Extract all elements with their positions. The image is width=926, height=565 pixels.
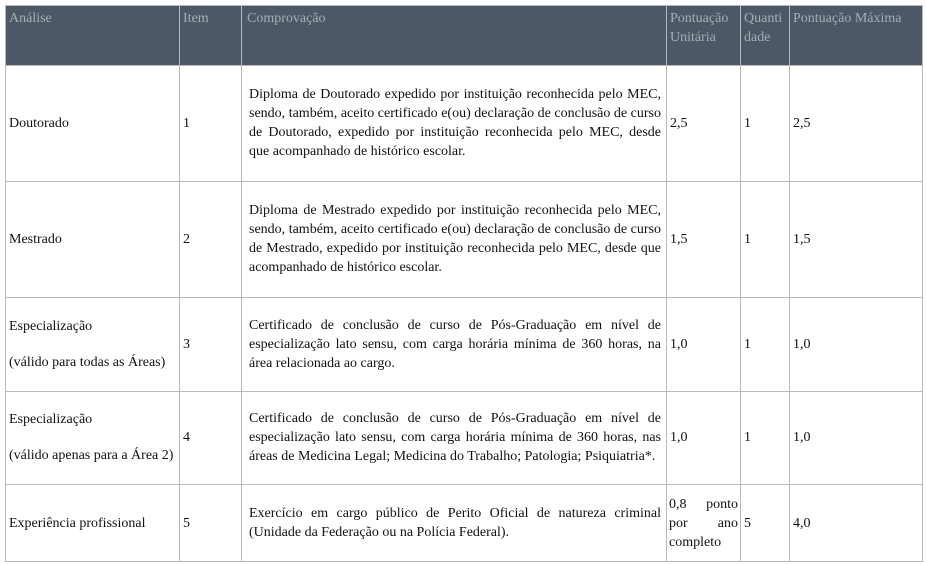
header-row <box>6 6 923 66</box>
cell-analise: Doutorado <box>6 66 180 182</box>
cell-comprovacao: Exercício em cargo público de Perito Oficial de natureza criminal (Unidade da Federação ou na Polícia Federal). <box>242 485 667 562</box>
table-row <box>6 66 923 182</box>
analise-note: (válido apenas para a Área 2) <box>9 448 174 464</box>
cell-pontuacao-maxima: 4,0 <box>790 485 923 562</box>
cell-comprovacao: Certificado de conclusão de curso de Pós-Graduação em nível de especialização lato sensu, com carga horária mínima de 360 horas, nas áreas de Medicina Legal; Medicina do Trabalho; Patologia; Psiquiatria*. <box>242 391 667 485</box>
table-row <box>6 391 923 485</box>
table-row <box>6 181 923 297</box>
cell-analise <box>6 297 180 391</box>
cell-quantidade: 1 <box>741 297 790 391</box>
cell-pontuacao-unitaria: 1,0 <box>667 297 741 391</box>
header-analise: Análise <box>6 6 180 66</box>
cell-item: 3 <box>180 297 242 391</box>
cell-quantidade: 1 <box>741 391 790 485</box>
header-pontuacao-maxima: Pontuação Máxima <box>790 6 923 66</box>
header-comprovacao: Comprovação <box>242 6 667 66</box>
cell-quantidade: 1 <box>741 66 790 182</box>
table-row <box>6 485 923 562</box>
cell-comprovacao: Diploma de Mestrado expedido por instituição reconhecida pelo MEC, sendo, também, aceito certificado e(ou) declaração de conclusão de curso de Mestrado, expedido por instituição reconhecida pelo MEC, desde que acompanhado de histórico escolar. <box>242 181 667 297</box>
cell-pontuacao-unitaria: 1,5 <box>667 181 741 297</box>
cell-pontuacao-maxima: 1,5 <box>790 181 923 297</box>
cell-analise: Mestrado <box>6 181 180 297</box>
cell-quantidade: 1 <box>741 181 790 297</box>
analise-label: Especialização <box>9 318 93 334</box>
cell-analise <box>6 391 180 485</box>
cell-comprovacao: Certificado de conclusão de curso de Pós-Graduação em nível de especialização lato sensu, com carga horária mínima de 360 horas, na área relacionada ao cargo. <box>242 297 667 391</box>
cell-quantidade: 5 <box>741 485 790 562</box>
cell-pontuacao-maxima: 2,5 <box>790 66 923 182</box>
cell-pontuacao-unitaria: 1,0 <box>667 391 741 485</box>
cell-pontuacao-maxima: 1,0 <box>790 391 923 485</box>
cell-pontuacao-unitaria: 0,8 ponto por ano completo <box>667 485 741 562</box>
header-item: Item <box>180 6 242 66</box>
cell-pontuacao-maxima: 1,0 <box>790 297 923 391</box>
cell-pontuacao-unitaria: 2,5 <box>667 66 741 182</box>
cell-item: 5 <box>180 485 242 562</box>
score-table <box>5 5 923 562</box>
header-quantidade: Quanti dade <box>741 6 790 66</box>
cell-item: 4 <box>180 391 242 485</box>
cell-comprovacao: Diploma de Doutorado expedido por instituição reconhecida pelo MEC, sendo, também, aceito certificado e(ou) declaração de conclusão de curso de Doutorado, expedido por instituição reconhecida pelo MEC, desde que acompanhado de histórico escolar. <box>242 66 667 182</box>
header-pontuacao-unitaria: Pontuação Unitária <box>667 6 741 66</box>
table-row <box>6 297 923 391</box>
analise-label: Especialização <box>9 412 93 428</box>
cell-analise: Experiência profissional <box>6 485 180 562</box>
cell-item: 1 <box>180 66 242 182</box>
analise-note: (válido para todas as Áreas) <box>9 354 166 370</box>
cell-item: 2 <box>180 181 242 297</box>
